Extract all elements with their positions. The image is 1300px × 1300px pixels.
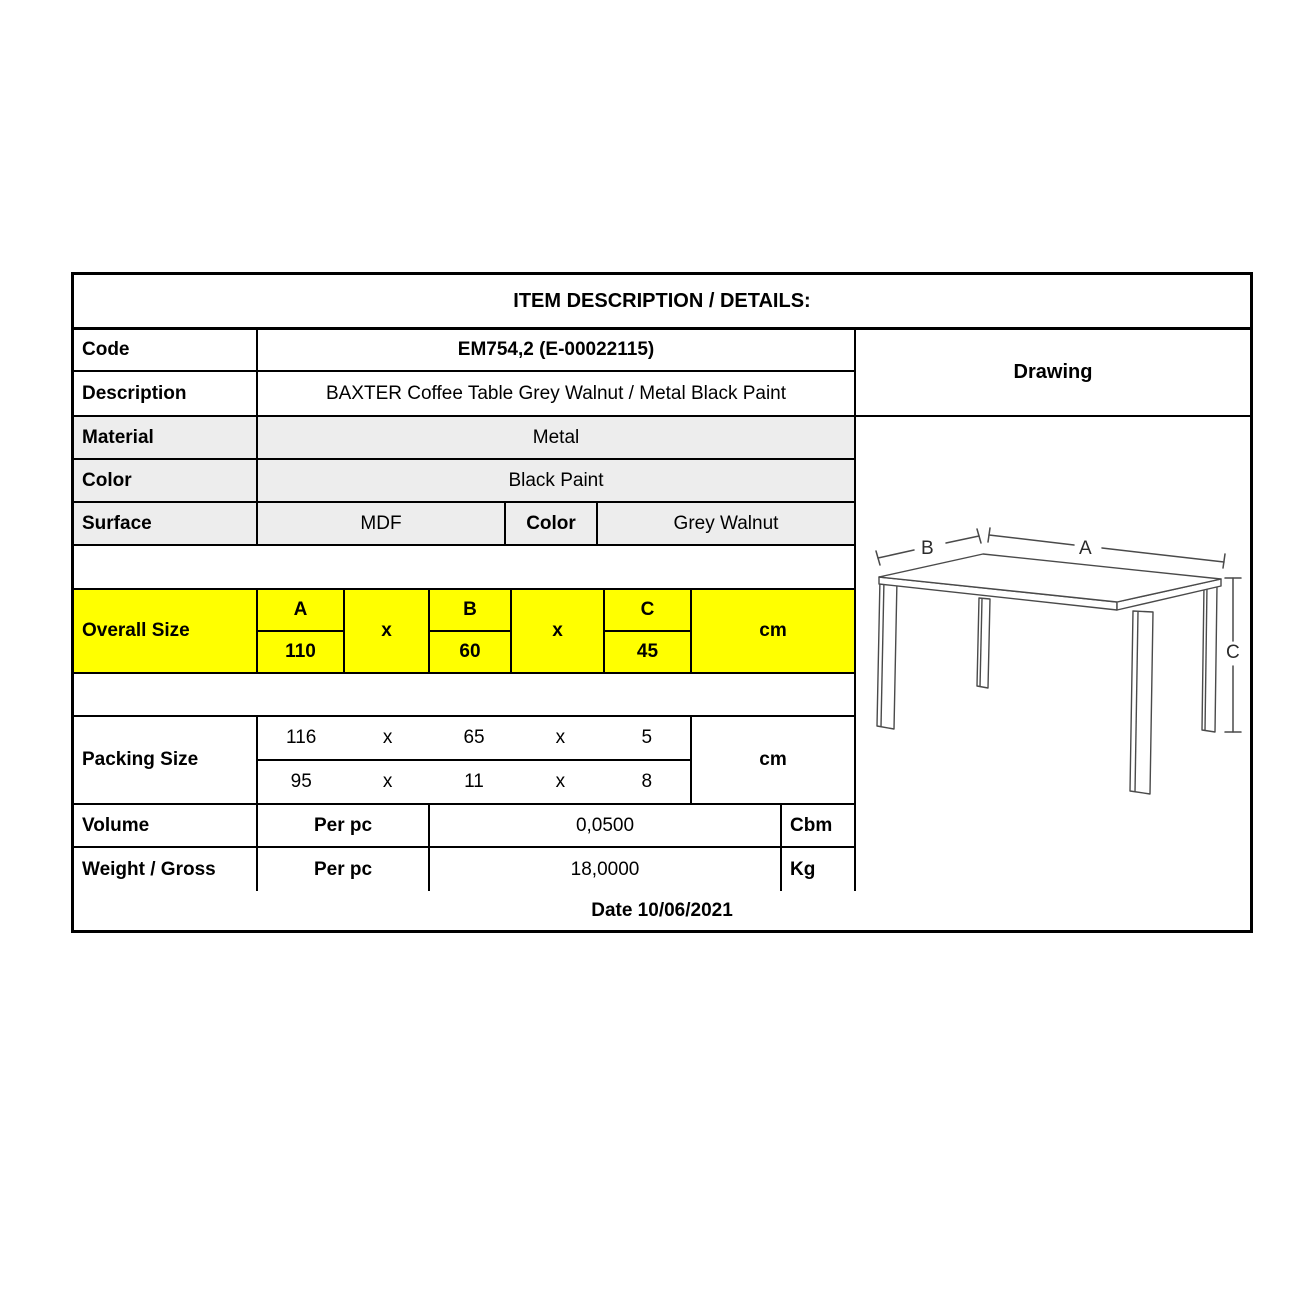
overall-size-label: Overall Size bbox=[74, 590, 258, 672]
code-label: Code bbox=[74, 330, 258, 370]
drawing-header: Drawing bbox=[856, 330, 1250, 417]
dim-b-value: 60 bbox=[459, 641, 481, 662]
dim-c-value: 45 bbox=[636, 641, 659, 662]
surface-label: Surface bbox=[74, 503, 258, 544]
code-value: EM754,2 (E-00022115) bbox=[457, 339, 655, 360]
packing-1-b: 65 bbox=[463, 727, 485, 748]
drawing-cell bbox=[856, 417, 1250, 891]
packing-size-row bbox=[74, 717, 854, 805]
packing-dimensions bbox=[258, 717, 692, 803]
overall-size-row bbox=[74, 590, 854, 674]
item-spec-table bbox=[71, 272, 1253, 933]
spacer-row-2 bbox=[74, 674, 854, 717]
spec-columns bbox=[74, 330, 856, 891]
surface-color-value: Grey Walnut bbox=[673, 512, 779, 534]
packing-2-c: 8 bbox=[641, 771, 653, 792]
table-title: ITEM DESCRIPTION / DETAILS: bbox=[74, 275, 1250, 330]
material-value: Metal bbox=[532, 426, 580, 448]
dim-b-letter: B bbox=[430, 590, 510, 632]
packing-2-x2: x bbox=[555, 771, 566, 792]
surface-row bbox=[74, 503, 854, 546]
dim-label-a: A bbox=[1079, 538, 1092, 559]
volume-label: Volume bbox=[74, 805, 258, 846]
table-body bbox=[74, 330, 1250, 891]
material-row bbox=[74, 417, 854, 460]
weight-row bbox=[74, 848, 854, 891]
description-row bbox=[74, 372, 854, 417]
packing-2-x1: x bbox=[382, 771, 393, 792]
packing-size-unit: cm bbox=[759, 749, 787, 770]
packing-2-a: 95 bbox=[290, 771, 312, 792]
weight-per-pc: Per pc bbox=[258, 848, 430, 891]
weight-value: 18,0000 bbox=[430, 848, 782, 891]
packing-1-c: 5 bbox=[641, 727, 653, 748]
description-value: BAXTER Coffee Table Grey Walnut / Metal Black Paint bbox=[325, 382, 787, 404]
packing-size-label: Packing Size bbox=[74, 717, 258, 803]
dim-c-cell bbox=[605, 590, 692, 672]
packing-1-a: 116 bbox=[286, 727, 317, 748]
date-row: Date 10/06/2021 bbox=[591, 899, 733, 921]
color-value: Black Paint bbox=[508, 469, 604, 491]
dim-a-value: 110 bbox=[285, 641, 316, 662]
color-row bbox=[74, 460, 854, 503]
size-separator-2: x bbox=[512, 590, 605, 672]
packing-row-2 bbox=[258, 761, 690, 803]
description-label: Description bbox=[74, 372, 258, 415]
dim-a-cell bbox=[258, 590, 345, 672]
surface-color-label: Color bbox=[506, 503, 598, 544]
table-sketch bbox=[856, 417, 1250, 889]
overall-size-unit: cm bbox=[759, 620, 787, 641]
weight-unit: Kg bbox=[790, 858, 816, 880]
dim-label-c: C bbox=[1226, 642, 1240, 663]
volume-unit: Cbm bbox=[790, 814, 833, 836]
surface-value: MDF bbox=[258, 503, 506, 544]
table-top bbox=[879, 554, 1221, 610]
volume-value: 0,0500 bbox=[430, 805, 782, 846]
drawing-column bbox=[856, 330, 1250, 891]
packing-2-b: 11 bbox=[464, 771, 484, 792]
material-label: Material bbox=[74, 417, 258, 458]
dim-label-b: B bbox=[921, 538, 934, 559]
packing-1-x1: x bbox=[382, 727, 393, 748]
dim-c-letter: C bbox=[605, 590, 690, 632]
weight-label: Weight / Gross bbox=[74, 848, 258, 891]
dim-a-letter: A bbox=[258, 590, 343, 632]
packing-1-x2: x bbox=[555, 727, 566, 748]
spacer-row-1 bbox=[74, 546, 854, 590]
size-separator-1: x bbox=[345, 590, 430, 672]
dim-b-cell bbox=[430, 590, 512, 672]
color-label: Color bbox=[74, 460, 258, 501]
packing-row-1 bbox=[258, 717, 690, 761]
code-row bbox=[74, 330, 854, 372]
volume-row bbox=[74, 805, 854, 848]
table-legs bbox=[877, 578, 1217, 794]
volume-per-pc: Per pc bbox=[258, 805, 430, 846]
